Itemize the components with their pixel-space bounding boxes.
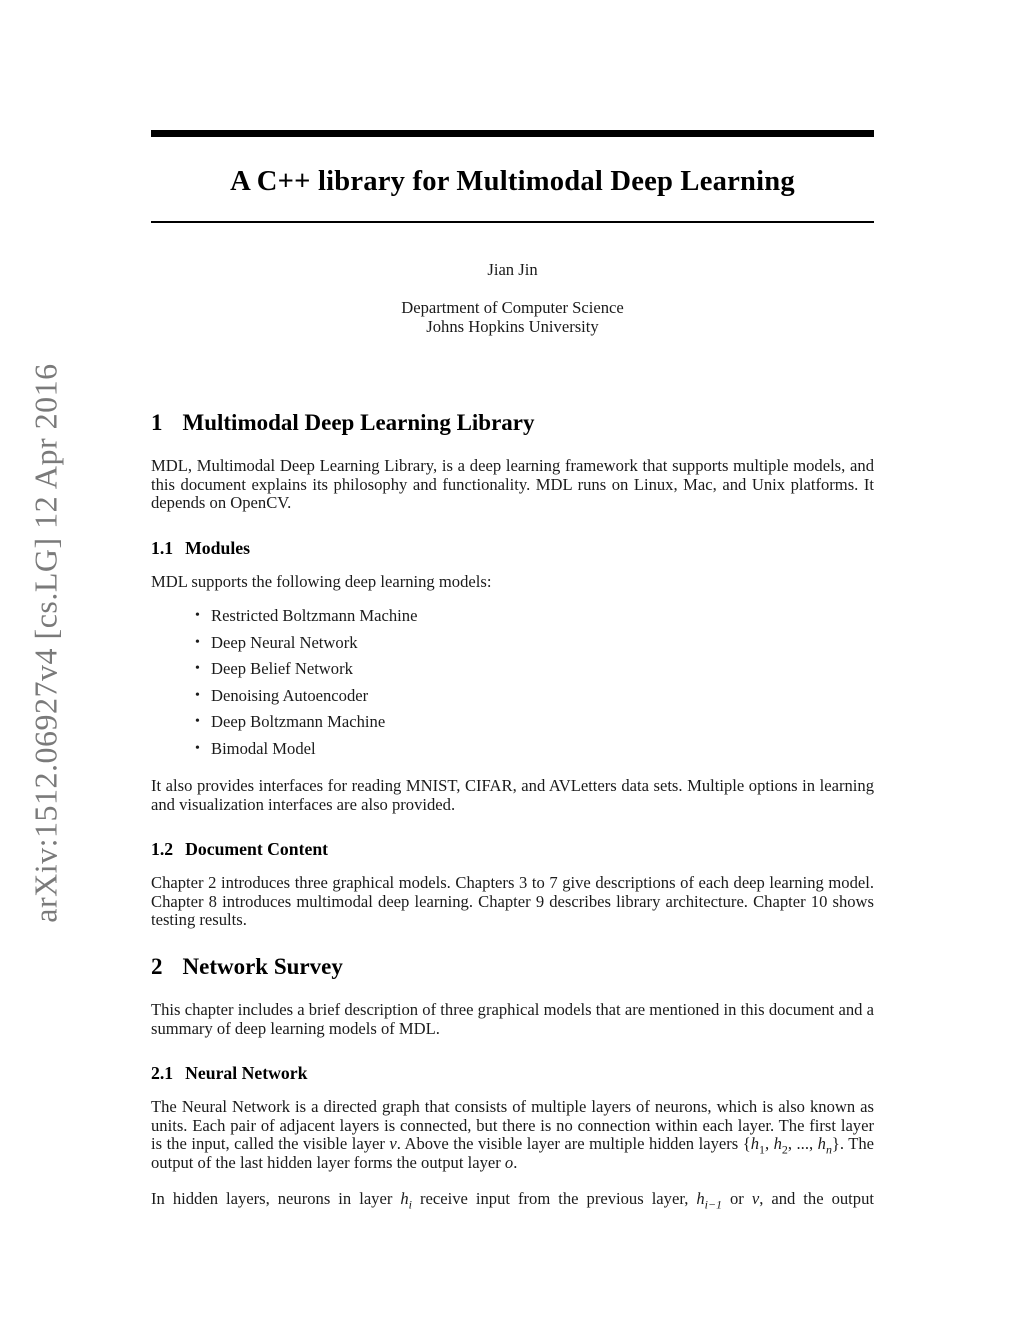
bullet-icon: • <box>195 661 200 677</box>
title-rule-top <box>151 130 874 137</box>
modules-outro-paragraph: It also provides interfaces for reading MNIST, CIFAR, and AVLetters data sets. Multiple options in learning and visualization interfaces are also provided. <box>151 776 874 814</box>
section-1-1-heading <box>151 538 874 559</box>
section-1-1-number: 1.1 <box>151 538 174 558</box>
bullet-icon: • <box>195 608 200 623</box>
section-1-number: 1 <box>151 410 163 435</box>
bullet-icon: • <box>195 740 200 756</box>
section-1-2-number: 1.2 <box>151 839 174 859</box>
bullet-icon: • <box>195 714 200 730</box>
affiliation-university: Johns Hopkins University <box>426 316 599 336</box>
section-1-paragraph: MDL, Multimodal Deep Learning Library, is a deep learning framework that supports multiple models, and this document explains its philosophy and functionality. MDL runs on Linux, Mac, and Unix platforms. It depends on OpenCV. <box>151 456 874 513</box>
section-2-1-paragraph-2: In hidden layers, neurons in layer $h_i$ receive input from the previous layer, $h_{i-1}$ or v, and the output <box>151 1189 874 1212</box>
list-item <box>195 606 934 626</box>
section-2-title: Network Survey <box>182 954 343 979</box>
list-item-label: Deep Boltzmann Machine <box>211 712 386 732</box>
section-2-heading <box>151 954 874 980</box>
list-item <box>195 632 934 653</box>
list-item-label: Bimodal Model <box>211 738 316 758</box>
section-1-title: Multimodal Deep Learning Library <box>182 410 535 435</box>
arxiv-stamp: arXiv:1512.06927v4 [cs.LG] 12 Apr 2016 <box>27 363 64 923</box>
section-1-1-title: Modules <box>185 538 250 558</box>
paper-title: A C++ library for Multimodal Deep Learning <box>230 166 795 197</box>
list-item <box>195 738 934 759</box>
section-1-2-heading <box>151 839 874 860</box>
list-item <box>195 712 934 732</box>
section-2-number: 2 <box>151 954 163 979</box>
author-name: Jian Jin <box>487 260 538 279</box>
section-1-heading <box>151 410 874 436</box>
section-1-2-paragraph: Chapter 2 introduces three graphical models. Chapters 3 to 7 give descriptions of each deep learning model. Chapter 8 introduces multimodal deep learning. Chapter 9 describes library architecture. Chapter 10 shows testing results. <box>151 873 874 930</box>
list-item-label: Deep Belief Network <box>211 659 353 679</box>
section-1-2-title: Document Content <box>185 839 329 859</box>
list-item-label: Restricted Boltzmann Machine <box>211 606 418 625</box>
modules-intro-paragraph: MDL supports the following deep learning models: <box>151 572 492 591</box>
affiliation-department: Department of Computer Science <box>401 298 624 317</box>
section-2-1-paragraph: The Neural Network is a directed graph that consists of multiple layers of neurons, which is also known as units. Each pair of adjacent layers is connected, but there is no connection within each layer. The first layer is the input, called the visible layer v. Above the visible layer are multiple hidden layers {$h_1$, $h_2$, ..., $h_n$}. The output of the last hidden layer forms the output layer o. <box>151 1097 875 1173</box>
affiliation-block <box>151 299 874 336</box>
list-item <box>195 685 934 706</box>
section-2-1-number: 2.1 <box>151 1063 174 1083</box>
list-item-label: Denoising Autoencoder <box>211 685 369 705</box>
section-2-paragraph: This chapter includes a brief description of three graphical models that are mentioned in this document and a summary of deep learning models of MDL. <box>151 1000 874 1038</box>
title-rule-bottom <box>151 221 874 223</box>
bullet-icon: • <box>195 634 200 650</box>
section-2-1-title: Neural Network <box>185 1063 308 1083</box>
bullet-icon: • <box>195 687 200 703</box>
section-2-1-heading <box>151 1063 874 1084</box>
list-item-label: Deep Neural Network <box>211 632 358 652</box>
modules-list <box>151 607 934 767</box>
list-item <box>195 659 934 679</box>
